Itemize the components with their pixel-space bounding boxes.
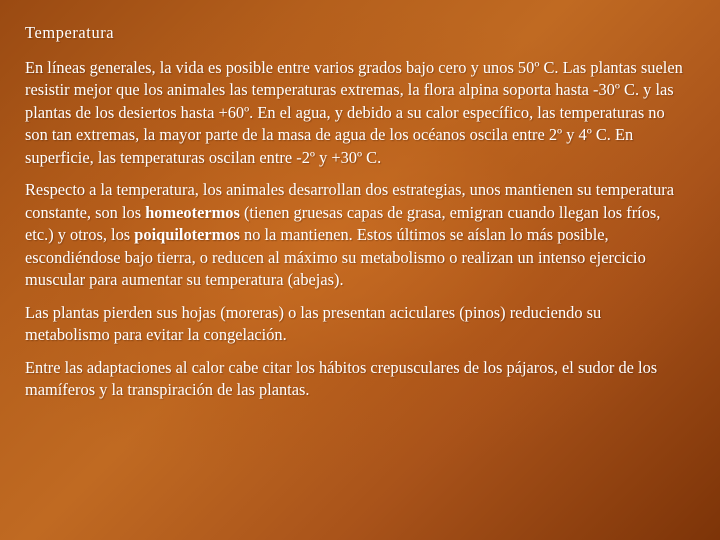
paragraph-heat-adaptations: Entre las adaptaciones al calor cabe citar los hábitos crepusculares de los pájaros, el sudor de los mamíferos y la transpiración de las plantas. <box>25 357 658 399</box>
paragraph-text: Respecto a la temperatura, los animales desarrollan dos estrategias, unos mantienen su temperatura constante, son los <box>25 180 675 222</box>
paragraph-animal-strategies <box>25 179 687 292</box>
paragraph-text: no la mantienen. Estos últimos se aíslan lo más posible, escondiéndose bajo tierra, o reducen al máximo su metabolismo o realizan un intenso ejercicio muscular para aumentar su temperatura (abejas). <box>25 225 646 289</box>
term-poiquilotermos: poiquilotermos <box>134 225 240 244</box>
term-homeotermos: homeotermos <box>145 202 240 222</box>
slide-content <box>25 22 687 412</box>
paragraph-plant-cold-adaptation: Las plantas pierden sus hojas (moreras) o las presentan aciculares (pinos) reduciendo su metabolismo para evitar la congelación. <box>25 302 602 344</box>
paragraph-temperature-range: En líneas generales, la vida es posible entre varios grados bajo cero y unos 50º C. Las plantas suelen resistir mejor que los animales las temperaturas extremas, la flora alpina soporta hasta -30º C. y las plantas de los desiertos hasta +60º. En el agua, y debido a su calor específico, las temperaturas no son tan extremas, la mayor parte de la masa de agua de los océanos oscila entre 2º y 4º C. En superficie, las temperaturas oscilan entre -2º y +30º C. <box>25 57 683 167</box>
paragraph-text: (tienen gruesas capas de grasa, emigran cuando llegan los fríos, etc.) y otros, los <box>25 202 661 244</box>
slide-title: Temperatura <box>25 23 115 42</box>
